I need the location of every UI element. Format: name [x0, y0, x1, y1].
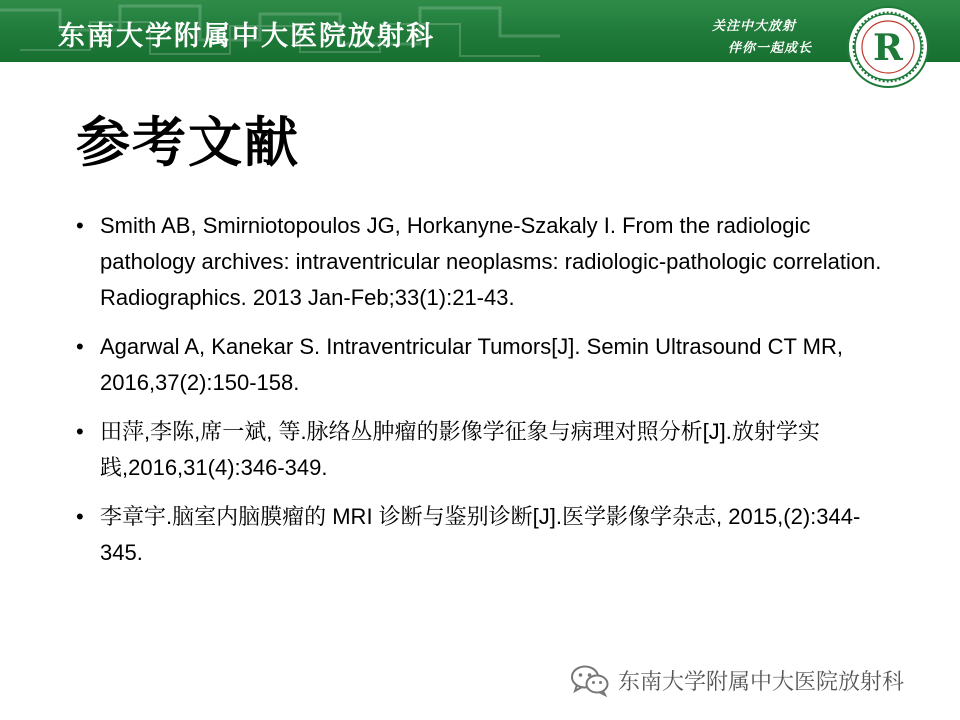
logo-letter: R — [873, 27, 903, 69]
bullet: • — [76, 504, 84, 529]
page-title: 参考文献 — [76, 111, 300, 174]
wechat-icon — [568, 662, 612, 698]
reference-item — [76, 208, 886, 316]
header-slogan-line1: 关注中大放射 — [712, 19, 797, 34]
bullet: • — [76, 213, 84, 238]
bullet: • — [76, 419, 84, 444]
reference-text: 李章宇.脑室内脑膜瘤的 MRI 诊断与鉴别诊断[J].医学影像学杂志, 2015,(2):344-345. — [100, 504, 861, 565]
reference-item — [76, 414, 886, 486]
reference-text: 田萍,李陈,席一斌, 等.脉络丛肿瘤的影像学征象与病理对照分析[J].放射学实践,2016,31(4):346-349. — [100, 419, 820, 480]
reference-item — [76, 329, 886, 401]
bullet: • — [76, 334, 84, 359]
header-title: 东南大学附属中大医院放射科 — [58, 21, 435, 52]
watermark — [568, 660, 904, 700]
watermark-text: 东南大学附属中大医院放射科 — [618, 669, 905, 695]
header-slogan-line2: 伴你一起成长 — [728, 41, 813, 56]
reference-list — [76, 208, 886, 584]
reference-item — [76, 499, 886, 571]
header-banner — [0, 0, 960, 62]
reference-text: Smith AB, Smirniotopoulos JG, Horkanyne-Szakaly I. From the radiologic pathology archives: intraventricular neoplasms: radiologic-pathologic correlation. Radiographics. 2013 Jan-Feb;33(1):21-43. — [100, 213, 882, 310]
department-logo-icon — [846, 5, 930, 89]
reference-text: Agarwal A, Kanekar S. Intraventricular Tumors[J]. Semin Ultrasound CT MR, 2016,37(2):150-158. — [100, 334, 843, 395]
